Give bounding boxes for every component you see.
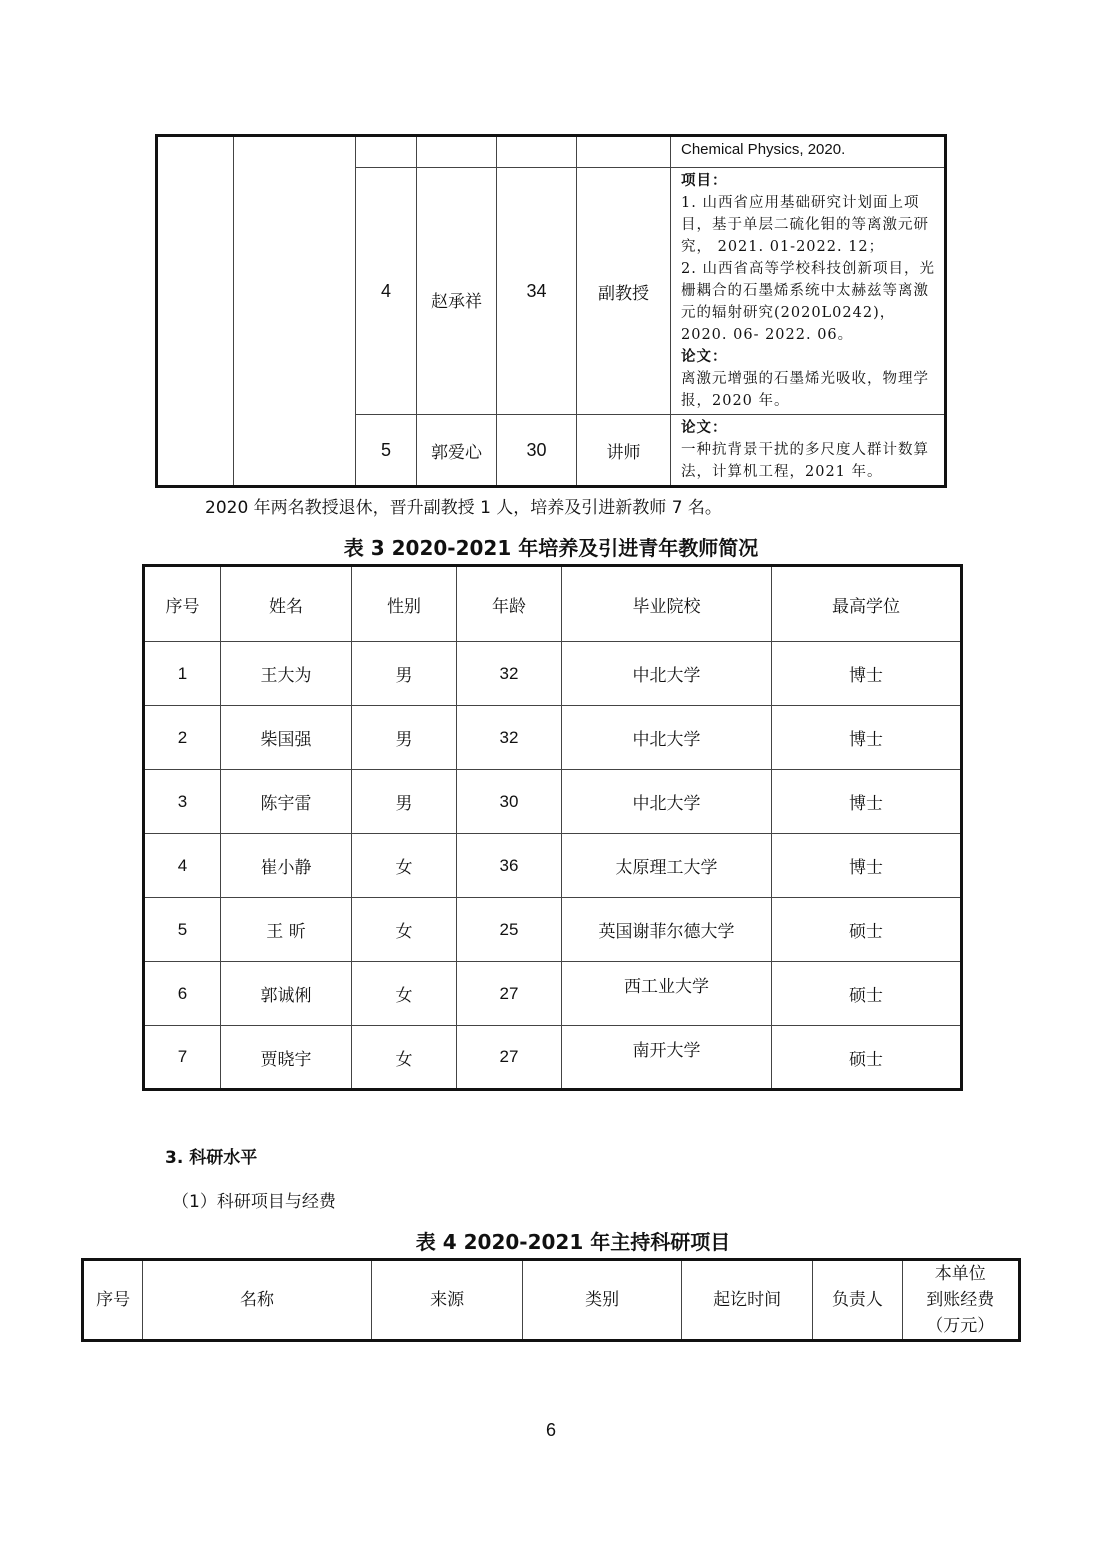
cell-degree: 博士 — [772, 642, 962, 706]
cell-title: 副教授 — [577, 168, 671, 415]
cell-detail — [671, 415, 946, 487]
cell-school: 中北大学 — [562, 770, 772, 834]
header-school: 毕业院校 — [562, 566, 772, 642]
header-funding — [902, 1260, 1019, 1341]
cell-degree: 硕士 — [772, 1026, 962, 1090]
cell-detail: Chemical Physics, 2020. — [671, 136, 946, 168]
cell-age: 30 — [497, 415, 577, 487]
table-row — [144, 642, 962, 706]
cell-no: 5 — [144, 898, 221, 962]
cell-gender: 男 — [352, 770, 457, 834]
header-source: 来源 — [371, 1260, 522, 1341]
header-no: 序号 — [144, 566, 221, 642]
cell-degree: 硕士 — [772, 962, 962, 1026]
header-gender: 性别 — [352, 566, 457, 642]
cell-name — [417, 136, 497, 168]
cell-no: 4 — [356, 168, 417, 415]
cell-degree: 硕士 — [772, 898, 962, 962]
cell-gender: 男 — [352, 706, 457, 770]
cell-degree: 博士 — [772, 834, 962, 898]
cell-degree: 博士 — [772, 706, 962, 770]
cell-name — [417, 168, 497, 415]
project-item: 1. 山西省应用基础研究计划面上项目，基于单层二硫化钼的等离激元研究， 2021. 01-2022. 12； — [681, 195, 929, 255]
cell-school: 太原理工大学 — [562, 834, 772, 898]
cell-age: 30 — [457, 770, 562, 834]
header-age: 年龄 — [457, 566, 562, 642]
cell-school: 中北大学 — [562, 642, 772, 706]
cell-age: 32 — [457, 642, 562, 706]
sub-heading: （1）科研项目与经费 — [172, 1192, 336, 1212]
summary-paragraph: 2020 年两名教授退休，晋升副教授 1 人，培养及引进新教师 7 名。 — [205, 498, 722, 518]
cell-age: 27 — [457, 962, 562, 1026]
cell-age — [497, 136, 577, 168]
cell-school: 英国谢菲尔德大学 — [562, 898, 772, 962]
merged-cell-col1 — [157, 136, 234, 487]
cell-no: 5 — [356, 415, 417, 487]
name-text: 赵承祥 — [431, 291, 482, 312]
table-row — [144, 962, 962, 1026]
header-no: 序号 — [83, 1260, 143, 1341]
cell-no: 4 — [144, 834, 221, 898]
cell-name: 柴国强 — [221, 706, 352, 770]
table4 — [81, 1258, 1021, 1342]
cell-name: 王大为 — [221, 642, 352, 706]
cell-age: 27 — [457, 1026, 562, 1090]
cell-no: 3 — [144, 770, 221, 834]
header-degree: 最高学位 — [772, 566, 962, 642]
cell-age: 32 — [457, 706, 562, 770]
cell-title — [577, 136, 671, 168]
funding-line: 本单位 — [934, 1264, 986, 1284]
cell-detail — [671, 168, 946, 415]
cell-name: 贾晓宇 — [221, 1026, 352, 1090]
cell-no — [356, 136, 417, 168]
cell-no: 6 — [144, 962, 221, 1026]
page-number: 6 — [545, 1420, 556, 1440]
cell-age: 25 — [457, 898, 562, 962]
cell-name: 郭诚俐 — [221, 962, 352, 1026]
header-category: 类别 — [523, 1260, 682, 1341]
cell-degree: 博士 — [772, 770, 962, 834]
table-header-row — [144, 566, 962, 642]
projects-label: 项目： — [681, 173, 728, 189]
table-row — [144, 1026, 962, 1090]
table-header-row — [83, 1260, 1020, 1341]
cell-no: 7 — [144, 1026, 221, 1090]
cell-name: 崔小静 — [221, 834, 352, 898]
cell-school: 中北大学 — [562, 706, 772, 770]
table4-title: 表 4 2020-2021 年主持科研项目 — [415, 1230, 731, 1254]
table3-title: 表 3 2020-2021 年培养及引进青年教师简况 — [343, 536, 759, 560]
table-row — [144, 898, 962, 962]
section-heading: 3. 科研水平 — [165, 1148, 258, 1168]
continuation-table — [155, 134, 947, 488]
header-name: 名称 — [143, 1260, 372, 1341]
cell-gender: 女 — [352, 834, 457, 898]
funding-line: （万元） — [926, 1316, 995, 1336]
cell-gender: 女 — [352, 898, 457, 962]
cell-name: 陈宇雷 — [221, 770, 352, 834]
cell-school: 西工业大学 — [562, 962, 772, 1026]
cell-age: 36 — [457, 834, 562, 898]
cell-age: 34 — [497, 168, 577, 415]
cell-no: 2 — [144, 706, 221, 770]
project-item: 2. 山西省高等学校科技创新项目，光栅耦合的石墨烯系统中太赫兹等离激元的辐射研究(2020L0242)，2020. 06- 2022. 06。 — [681, 261, 935, 343]
papers-label: 论文： — [681, 349, 728, 365]
papers-label: 论文： — [681, 420, 728, 436]
table-row — [144, 770, 962, 834]
merged-cell-col2 — [234, 136, 356, 487]
cell-gender: 男 — [352, 642, 457, 706]
cell-title: 讲师 — [577, 415, 671, 487]
cell-school: 南开大学 — [562, 1026, 772, 1090]
cell-gender: 女 — [352, 1026, 457, 1090]
header-name: 姓名 — [221, 566, 352, 642]
table3 — [142, 564, 963, 1091]
cell-no: 1 — [144, 642, 221, 706]
paper-item: 离激元增强的石墨烯光吸收，物理学报，2020 年。 — [681, 371, 929, 409]
paper-item: 一种抗背景干扰的多尺度人群计数算法，计算机工程，2021 年。 — [681, 442, 929, 480]
cell-gender: 女 — [352, 962, 457, 1026]
table-row — [144, 706, 962, 770]
cell-name: 郭爱心 — [417, 415, 497, 487]
funding-line: 到账经费 — [926, 1290, 995, 1310]
header-period: 起讫时间 — [681, 1260, 812, 1341]
table-row — [144, 834, 962, 898]
cell-name: 王 昕 — [221, 898, 352, 962]
header-leader: 负责人 — [813, 1260, 902, 1341]
